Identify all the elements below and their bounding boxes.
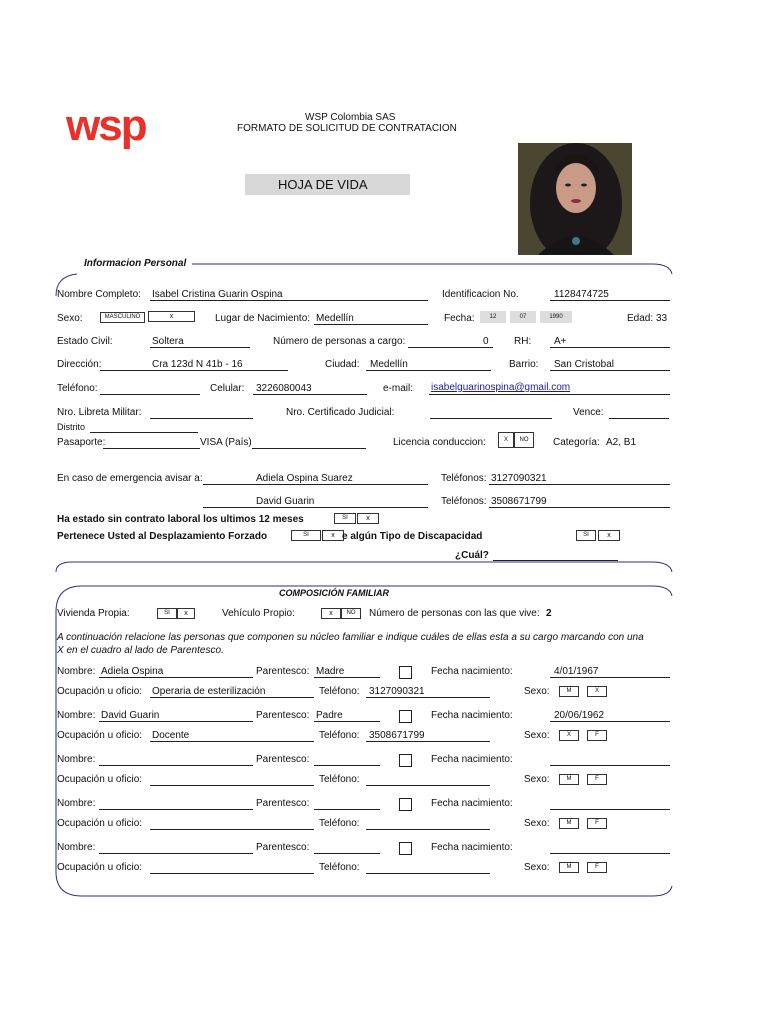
- desplazamiento-label: Pertenece Usted al Desplazamiento Forzado: [57, 531, 268, 542]
- celular-field[interactable]: 3226080043: [256, 383, 312, 394]
- member-parentesco-underline: [314, 853, 380, 854]
- discapacidad-label: e algún Tipo de Discapacidad: [342, 531, 483, 542]
- member-telefono-underline: [366, 829, 490, 830]
- pasaporte-label: Pasaporte:: [57, 437, 106, 448]
- member-sexo-f-box[interactable]: F: [587, 730, 607, 741]
- member-sexo-label: Sexo:: [524, 686, 550, 697]
- wsp-logo: [66, 104, 172, 165]
- member-fecha-field[interactable]: 4/01/1967: [554, 666, 599, 677]
- ciudad-underline: [366, 370, 491, 371]
- member-nombre-underline: [99, 853, 253, 854]
- member-telefono-label: Teléfono:: [319, 862, 360, 873]
- member-ocupacion-underline: [150, 697, 314, 698]
- sexo-masculino-box[interactable]: MASCULINO: [100, 312, 145, 323]
- member-fecha-underline: [550, 853, 670, 854]
- desplazamiento-mark-box[interactable]: x: [322, 530, 344, 541]
- contacto1-tel-underline: [489, 484, 670, 485]
- member-fecha-underline: [550, 721, 670, 722]
- member-sexo-label: Sexo:: [524, 862, 550, 873]
- member-fecha-label: Fecha nacimiento:: [431, 710, 513, 721]
- member-parentesco-underline: [314, 765, 380, 766]
- cual-label: ¿Cuál?: [455, 550, 489, 561]
- member-ocupacion-underline: [150, 741, 314, 742]
- member-parentesco-field[interactable]: Madre: [316, 666, 345, 677]
- member-telefono-label: Teléfono:: [319, 730, 360, 741]
- email-label: e-mail:: [383, 383, 414, 394]
- rh-label: RH:: [514, 336, 532, 347]
- member-nombre-underline: [99, 809, 253, 810]
- desplazamiento-si-box[interactable]: SI: [291, 530, 321, 541]
- personal-section-title: Informacion Personal: [84, 258, 187, 269]
- profile-photo: [518, 143, 632, 255]
- instruccion-line-1: A continuación relacione las personas que componen su núcleo familiar e indique cuáles de ellas esta a su cargo marcando con una: [57, 632, 644, 643]
- member-parentesco-label: Parentesco:: [256, 666, 310, 677]
- sin-contrato-si-box[interactable]: SI: [334, 513, 356, 524]
- member-a-cargo-checkbox[interactable]: [399, 754, 412, 767]
- member-sexo-f-box[interactable]: F: [587, 774, 607, 785]
- member-nombre-label: Nombre:: [57, 710, 96, 721]
- vivienda-label: Vivienda Propia:: [57, 608, 130, 619]
- member-a-cargo-checkbox[interactable]: [399, 666, 412, 679]
- member-sexo-f-box[interactable]: F: [587, 862, 607, 873]
- telefono-label: Teléfono:: [57, 383, 98, 394]
- sin-contrato-label: Ha estado sin contrato laboral los ultimos 12 meses: [57, 514, 304, 525]
- distrito-label: Distrito: [57, 422, 86, 432]
- member-telefono-field[interactable]: 3508671799: [369, 730, 425, 741]
- distrito-underline: [90, 432, 198, 433]
- member-ocupacion-field[interactable]: Docente: [152, 730, 190, 741]
- member-fecha-label: Fecha nacimiento:: [431, 666, 513, 677]
- personas-label: Número de personas a cargo:: [273, 336, 406, 347]
- member-fecha-underline: [550, 677, 670, 678]
- member-nombre-label: Nombre:: [57, 754, 96, 765]
- personal-section-frame: [52, 262, 674, 574]
- fecha-label: Fecha:: [444, 313, 475, 324]
- contacto1-tel-label: Teléfonos:: [441, 473, 487, 484]
- member-sexo-f-box[interactable]: F: [587, 818, 607, 829]
- member-fecha-field[interactable]: 20/06/1962: [554, 710, 605, 721]
- licencia-si-box[interactable]: X: [498, 432, 514, 448]
- direccion-underline: [100, 370, 288, 371]
- email-field[interactable]: isabelguarinospina@gmail.com: [431, 382, 571, 393]
- doc-title: HOJA DE VIDA: [278, 177, 368, 192]
- emergencia-underline-2: [203, 507, 428, 508]
- member-sexo-m-box[interactable]: M: [559, 862, 579, 873]
- contacto2-tel-underline: [489, 507, 670, 508]
- member-parentesco-label: Parentesco:: [256, 842, 310, 853]
- member-ocupacion-field[interactable]: Operaria de esterilización: [152, 686, 266, 697]
- member-parentesco-label: Parentesco:: [256, 710, 310, 721]
- member-nombre-field[interactable]: David Guarin: [101, 710, 160, 721]
- visa-underline: [252, 448, 366, 449]
- member-a-cargo-checkbox[interactable]: [399, 842, 412, 855]
- member-nombre-label: Nombre:: [57, 798, 96, 809]
- direccion-field[interactable]: Cra 123d N 41b - 16: [152, 359, 243, 370]
- member-sexo-label: Sexo:: [524, 730, 550, 741]
- vehiculo-label: Vehículo Propio:: [222, 608, 295, 619]
- member-nombre-underline: [99, 677, 253, 678]
- member-telefono-underline: [366, 873, 490, 874]
- barrio-label: Barrio:: [509, 359, 539, 370]
- member-ocupacion-underline: [150, 785, 314, 786]
- personas-field[interactable]: 0: [483, 336, 489, 347]
- member-fecha-label: Fecha nacimiento:: [431, 798, 513, 809]
- member-telefono-label: Teléfono:: [319, 818, 360, 829]
- member-fecha-label: Fecha nacimiento:: [431, 754, 513, 765]
- contacto1-field[interactable]: Adiela Ospina Suarez: [256, 473, 353, 484]
- barrio-field[interactable]: San Cristobal: [554, 359, 615, 370]
- member-ocupacion-label: Ocupación u oficio:: [57, 818, 143, 829]
- member-parentesco-underline: [314, 809, 380, 810]
- member-nombre-label: Nombre:: [57, 666, 96, 677]
- vivienda-si-box[interactable]: SI: [157, 608, 177, 619]
- id-underline: [550, 300, 670, 301]
- personas-underline: [408, 347, 493, 348]
- nombre-field[interactable]: Isabel Cristina Guarin Ospina: [152, 289, 283, 300]
- certificado-underline: [430, 418, 552, 419]
- id-label: Identificacion No.: [442, 289, 519, 300]
- contacto1-tel-field[interactable]: 3127090321: [491, 473, 547, 484]
- barrio-underline: [550, 370, 670, 371]
- fecha-day[interactable]: 12: [480, 311, 506, 323]
- licencia-label: Licencia conduccion:: [393, 437, 486, 448]
- member-nombre-label: Nombre:: [57, 842, 96, 853]
- direccion-label: Dirección:: [57, 359, 102, 370]
- vence-underline: [609, 418, 669, 419]
- svg-text:wsp: wsp: [66, 104, 146, 150]
- edad-label: Edad:: [627, 313, 654, 324]
- form-title: FORMATO DE SOLICITUD DE CONTRATACION: [237, 123, 457, 134]
- emergencia-label: En caso de emergencia avisar a:: [57, 473, 203, 484]
- vivienda-mark-box[interactable]: x: [177, 608, 195, 619]
- pasaporte-underline: [103, 448, 200, 449]
- lugar-underline: [314, 324, 428, 325]
- member-sexo-m-box[interactable]: M: [559, 774, 579, 785]
- contacto2-field[interactable]: David Guarin: [256, 496, 315, 507]
- member-parentesco-label: Parentesco:: [256, 798, 310, 809]
- certificado-label: Nro. Certificado Judicial:: [286, 407, 395, 418]
- member-sexo-f-box[interactable]: X: [587, 686, 607, 697]
- libreta-underline: [150, 418, 253, 419]
- member-ocupacion-label: Ocupación u oficio:: [57, 686, 143, 697]
- estado-label: Estado Civil:: [57, 336, 113, 347]
- celular-underline: [253, 394, 367, 395]
- member-nombre-underline: [99, 721, 253, 722]
- edad-field[interactable]: 33: [656, 313, 668, 324]
- member-sexo-label: Sexo:: [524, 818, 550, 829]
- company-name: WSP Colombia SAS: [305, 112, 396, 123]
- member-telefono-label: Teléfono:: [319, 686, 360, 697]
- visa-label: VISA (País): [200, 437, 252, 448]
- vehiculo-mark-box[interactable]: x: [321, 608, 341, 619]
- member-fecha-underline: [550, 765, 670, 766]
- emergencia-underline-1: [203, 484, 428, 485]
- vence-label: Vence:: [573, 407, 604, 418]
- member-telefono-label: Teléfono:: [319, 774, 360, 785]
- ciudad-label: Ciudad:: [325, 359, 360, 370]
- lugar-field[interactable]: Medellín: [316, 313, 354, 324]
- family-section-title: COMPOSICIÓN FAMILIAR: [279, 588, 389, 598]
- discapacidad-mark-box[interactable]: x: [598, 530, 620, 541]
- member-parentesco-field[interactable]: Padre: [316, 710, 343, 721]
- member-telefono-underline: [366, 785, 490, 786]
- member-sexo-m-box[interactable]: M: [559, 818, 579, 829]
- member-parentesco-underline: [314, 677, 380, 678]
- vive-field[interactable]: 2: [546, 608, 552, 619]
- categoria-label: Categoría:: [553, 437, 600, 448]
- vive-label: Número de personas con las que vive:: [369, 608, 540, 619]
- sexo-label: Sexo:: [57, 313, 83, 324]
- sin-contrato-mark-box[interactable]: x: [357, 513, 379, 524]
- member-sexo-m-box[interactable]: X: [559, 730, 579, 741]
- member-nombre-underline: [99, 765, 253, 766]
- licencia-no-box[interactable]: NO: [514, 432, 534, 448]
- member-parentesco-label: Parentesco:: [256, 754, 310, 765]
- member-fecha-underline: [550, 809, 670, 810]
- discapacidad-si-box[interactable]: SI: [576, 530, 596, 541]
- member-fecha-label: Fecha nacimiento:: [431, 842, 513, 853]
- celular-label: Celular:: [210, 383, 245, 394]
- member-ocupacion-underline: [150, 829, 314, 830]
- rh-field[interactable]: A+: [554, 336, 567, 347]
- member-a-cargo-checkbox[interactable]: [399, 798, 412, 811]
- member-ocupacion-underline: [150, 873, 314, 874]
- member-telefono-underline: [366, 697, 490, 698]
- ciudad-field[interactable]: Medellín: [370, 359, 408, 370]
- instruccion-line-2: X en el cuadro al lado de Parentesco.: [57, 645, 224, 656]
- portrait-image: [518, 143, 632, 255]
- member-sexo-m-box[interactable]: M: [559, 686, 579, 697]
- wsp-logo-graphic: [66, 104, 172, 162]
- contacto2-tel-field[interactable]: 3508671799: [491, 496, 547, 507]
- nombre-underline: [150, 300, 428, 301]
- member-parentesco-underline: [314, 721, 380, 722]
- sexo-mark-box[interactable]: x: [148, 311, 195, 322]
- vehiculo-no-box[interactable]: NO: [341, 608, 361, 619]
- id-field[interactable]: 1128474725: [554, 289, 609, 300]
- member-ocupacion-label: Ocupación u oficio:: [57, 774, 143, 785]
- fecha-month[interactable]: 07: [510, 311, 536, 323]
- email-underline: [429, 394, 670, 395]
- fecha-year[interactable]: 1990: [540, 311, 572, 323]
- member-telefono-field[interactable]: 3127090321: [369, 686, 425, 697]
- nombre-label: Nombre Completo:: [57, 289, 141, 300]
- member-ocupacion-label: Ocupación u oficio:: [57, 862, 143, 873]
- member-sexo-label: Sexo:: [524, 774, 550, 785]
- member-telefono-underline: [366, 741, 490, 742]
- rh-underline: [550, 347, 670, 348]
- cual-underline: [493, 560, 618, 561]
- member-ocupacion-label: Ocupación u oficio:: [57, 730, 143, 741]
- contacto2-tel-label: Teléfonos:: [441, 496, 487, 507]
- member-a-cargo-checkbox[interactable]: [399, 710, 412, 723]
- lugar-label: Lugar de Nacimiento:: [215, 313, 311, 324]
- estado-field[interactable]: Soltera: [152, 336, 184, 347]
- libreta-label: Nro. Libreta Militar:: [57, 407, 142, 418]
- categoria-field[interactable]: A2, B1: [606, 437, 637, 448]
- telefono-underline: [100, 394, 200, 395]
- estado-underline: [150, 347, 250, 348]
- member-nombre-field[interactable]: Adiela Ospina: [101, 666, 164, 677]
